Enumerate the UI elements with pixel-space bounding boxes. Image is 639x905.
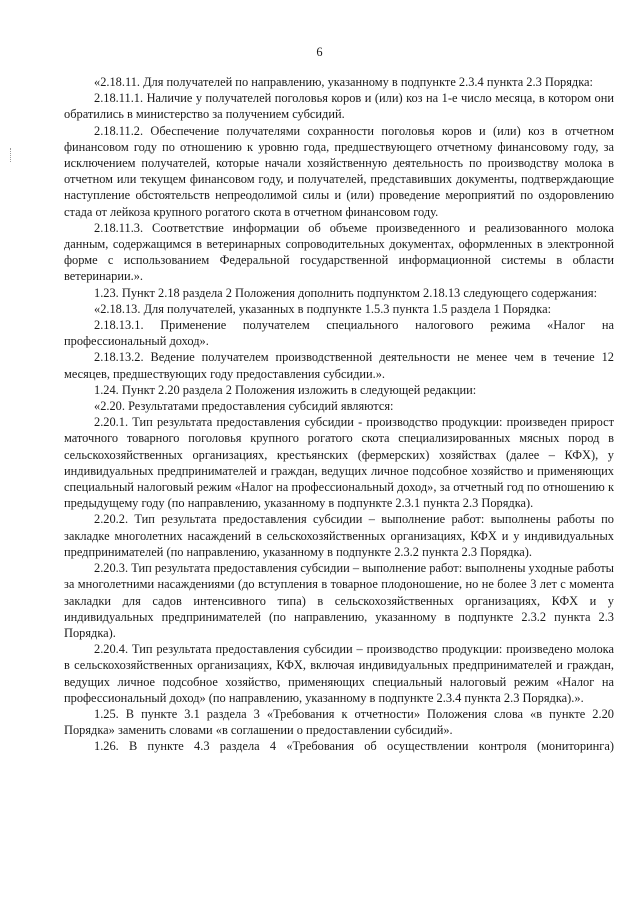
paragraph-1-24: 1.24. Пункт 2.20 раздела 2 Положения изложить в следующей редакции: <box>94 382 477 397</box>
paragraph-2-20-4: 2.20.4. Тип результата предоставления субсидии – производство продукции: произведено молока в сельскохозяйственных организациях, КФХ, включая индивидуальных предпринимателей и граждан, ведущих личное подсобное хозяйство, применяющих специальный налоговый режим «Налог на профессиональный доход» (по направлению, указанному в подпункте 2.3.4 пункта 2.3 Порядка).». <box>64 642 614 705</box>
paragraph-2-20-3: 2.20.3. Тип результата предоставления субсидии – выполнение работ: выполнены уходные работы за многолетними насаждениями (до вступления в товарное плодоношение, но не более 3 лет с момента закладки для садов интенсивного типа) в сельскохозяйственных организациях, КФХ и у индивидуальных предпринимателей (по направлению, указанному в подпункте 2.3.2 пункта 2.3 Порядка). <box>64 561 614 640</box>
paragraph-2-18-13-2: 2.18.13.2. Ведение получателем производственной деятельности не менее чем в течение 12 месяцев, предшествующих году предоставления субсидии.». <box>64 350 614 381</box>
paragraph-2-20-2: 2.20.2. Тип результата предоставления субсидии – выполнение работ: выполнены работы по закладке многолетних насаждений в сельскохозяйственных организациях, КФХ и у индивидуальных предпринимателей (по направлению, указанному в подпункте 2.3.2 пункта 2.3 Порядка). <box>64 512 614 559</box>
paragraph-2-18-11-2: 2.18.11.2. Обеспечение получателями сохранности поголовья коров и (или) коз в отчетном финансовом году по отношению к уровню года, предшествующего отчетному финансовому году, за исключением получателей, которые начали хозяйственную деятельность по производству молока в отчетном или текущем финансовом году, и получателей, представивших документы, подтверждающие наступление обстоятельств непреодолимой силы и (или) проведение мероприятий по оздоровлению стада от лейкоза крупного рогатого скота в отчетном финансовом году. <box>64 123 614 219</box>
paragraph-2-18-11-3: 2.18.11.3. Соответствие информации об объеме произведенного и реализованного молока данным, содержащимся в ветеринарных сопроводительных документах, оформленных в электронной форме с использованием Федеральной государственной информационной системы в области ветеринарии.». <box>64 220 614 284</box>
margin-scan-mark <box>10 148 13 162</box>
paragraph-1-25: 1.25. В пункте 3.1 раздела 3 «Требования к отчетности» Положения слова «в пункте 2.20 Порядка» заменить словами «в соглашении о предоставлении субсидий». <box>64 706 614 738</box>
paragraph-1-23: 1.23. Пункт 2.18 раздела 2 Положения дополнить подпунктом 2.18.13 следующего содержания: <box>94 285 598 300</box>
page-number: 6 <box>316 45 323 59</box>
paragraph-2-20-1: 2.20.1. Тип результата предоставления субсидии - производство продукции: произведен прирост маточного товарного поголовья крупного рогатого скота специализированных мясных пород в сельскохозяйственных организациях, крестьянских (фермерских) хозяйствах (далее – КФХ), у индивидуальных предпринимателей и граждан, ведущих личное подсобное хозяйство и применяющих специальный налоговый режим «Налог на профессиональный доход», за отчетный год по отношению к предыдущему году (по направлению, указанному в подпункте 2.3.1 пункта 2.3 Порядка). <box>64 415 614 511</box>
paragraph-2-18-13: «2.18.13. Для получателей, указанных в подпункте 1.5.3 пункта 1.5 раздела 1 Порядка: <box>94 301 552 316</box>
paragraph-2-20: «2.20. Результатами предоставления субсидий являются: <box>94 399 394 414</box>
paragraph-1-26: 1.26. В пункте 4.3 раздела 4 «Требования об осуществлении контроля (мониторинга) <box>94 739 614 754</box>
paragraph-2-18-13-1: 2.18.13.1. Применение получателем специального налогового режима «Налог на профессиональный доход». <box>64 318 614 349</box>
paragraph-2-18-11-1: 2.18.11.1. Наличие у получателей поголовья коров и (или) коз на 1-е число месяца, в котором они обратились в министерство за получением субсидий. <box>64 91 614 122</box>
paragraph-2-18-11: «2.18.11. Для получателей по направлению, указанному в подпункте 2.3.4 пункта 2.3 Порядка: <box>94 75 593 89</box>
document-body <box>64 74 614 755</box>
